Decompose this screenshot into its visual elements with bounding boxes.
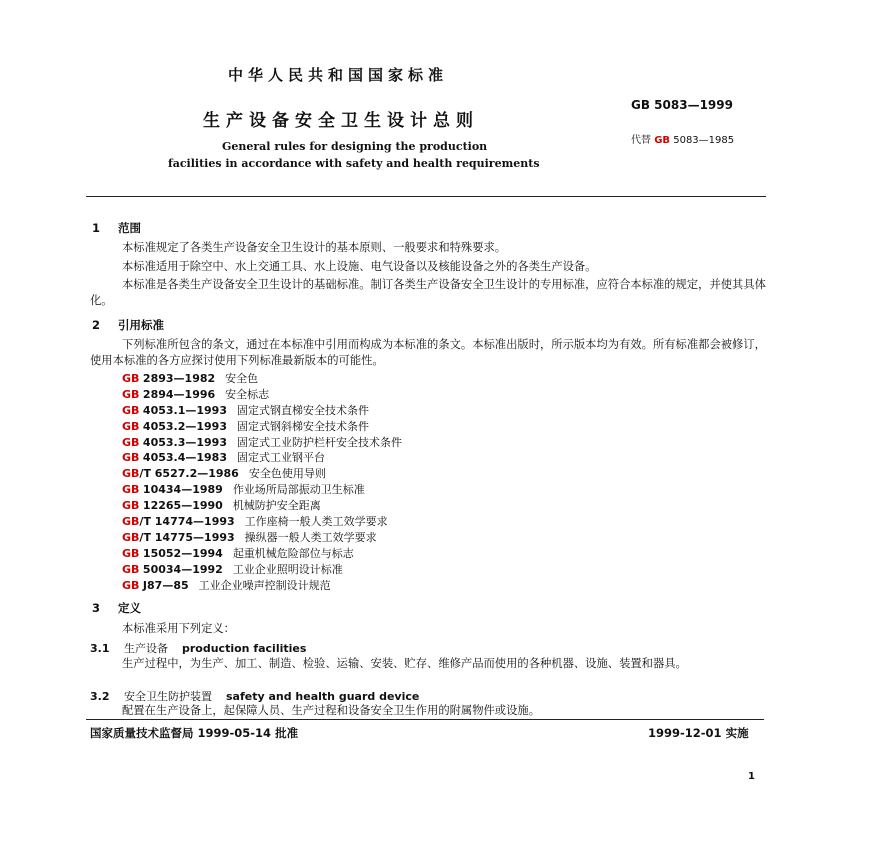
reference-item: GB 12265—1990 机械防护安全距离 <box>122 499 321 513</box>
definition-term-en: safety and health guard device <box>226 690 420 703</box>
referenced-standards-list <box>122 370 402 592</box>
reference-item: GB 4053.3—1993 固定式工业防护栏杆安全技术条件 <box>122 435 402 449</box>
reference-item: GB 4053.4—1983 固定式工业钢平台 <box>122 451 325 465</box>
section-title: 定义 <box>118 601 141 615</box>
section-number: 2 <box>92 318 101 332</box>
replaces-number: 5083—1985 <box>673 135 735 146</box>
definition-3-2-heading <box>90 688 419 704</box>
definition-term-en: production facilities <box>182 642 307 655</box>
s1-paragraph-2: 本标准适用于除空中、水上交通工具、水上设施、电气设备以及核能设备之外的各类生产设备。 <box>122 260 597 273</box>
s3-intro: 本标准采用下列定义： <box>122 622 235 635</box>
definition-3-1-text: 生产过程中，为生产、加工、制造、检验、运输、安装、贮存、维修产品而使用的各种机器、设施、装置和器具。 <box>122 657 687 670</box>
standard-number: GB 5083—1999 <box>631 98 733 112</box>
reference-item: GB 50034—1992 工业企业照明设计标准 <box>122 562 343 576</box>
header-divider <box>86 196 766 197</box>
reference-item: GB/T 14774—1993 工作座椅一般人类工效学要求 <box>122 515 388 529</box>
reference-item: GB J87—85 工业企业噪声控制设计规范 <box>122 578 331 592</box>
reference-item: GB 10434—1989 作业场所局部振动卫生标准 <box>122 483 365 497</box>
definition-3-1-heading <box>90 640 306 656</box>
section-number: 1 <box>92 221 101 235</box>
reference-item: GB/T 6527.2—1986 安全色使用导则 <box>122 467 326 481</box>
document-title-en-line2: facilities in accordance with safety and health requirements <box>168 157 540 170</box>
document-title-cn: 生产设备安全卫生设计总则 <box>203 111 479 131</box>
s1-paragraph-3: 本标准是各类生产设备安全卫生设计的基础标准。制订各类生产设备安全卫生设计的专用标准，应符合本标准的规定，并使其具体化。 <box>90 278 766 307</box>
approval-line: 国家质量技术监督局 1999-05-14 批准 <box>90 726 299 740</box>
s1-paragraph-1: 本标准规定了各类生产设备安全卫生设计的基本原则、一般要求和特殊要求。 <box>122 241 507 254</box>
definition-number: 3.2 <box>90 690 110 703</box>
reference-item: GB 15052—1994 起重机械危险部位与标志 <box>122 546 354 560</box>
section-title: 引用标准 <box>118 318 164 332</box>
definition-term-cn: 安全卫生防护装置 <box>124 690 212 703</box>
replaces-line <box>631 131 734 146</box>
section-number: 3 <box>92 601 101 615</box>
section-2-heading <box>92 317 164 333</box>
effective-date: 1999-12-01 实施 <box>648 726 749 740</box>
reference-item: GB 2893—1982 安全色 <box>122 372 259 385</box>
country-standard-label: 中华人民共和国国家标准 <box>228 66 449 84</box>
page-number: 1 <box>748 771 755 782</box>
definition-number: 3.1 <box>90 642 110 655</box>
section-3-heading <box>92 600 141 616</box>
reference-item: GB 4053.2—1993 固定式钢斜梯安全技术条件 <box>122 419 369 433</box>
reference-item: GB 4053.1—1993 固定式钢直梯安全技术条件 <box>122 403 369 417</box>
reference-item: GB 2894—1996 安全标志 <box>122 387 270 401</box>
section-title: 范围 <box>118 221 141 235</box>
document-title-en-line1: General rules for designing the production <box>222 140 488 153</box>
s2-intro: 下列标准所包含的条文，通过在本标准中引用而构成为本标准的条文。本标准出版时，所示版本均为有效。所有标准都会被修订，使用本标准的各方应探讨使用下列标准最新版本的可能性。 <box>90 338 766 367</box>
replaces-prefix: 代替 <box>631 135 651 146</box>
reference-item: GB/T 14775—1993 操纵器一般人类工效学要求 <box>122 530 377 544</box>
definition-term-cn: 生产设备 <box>124 642 168 655</box>
replaces-gb: GB <box>654 135 671 146</box>
footer-divider <box>86 719 764 720</box>
section-1-heading <box>92 220 141 236</box>
definition-3-2-text: 配置在生产设备上，起保障人员、生产过程和设备安全卫生作用的附属物件或设施。 <box>122 704 540 717</box>
